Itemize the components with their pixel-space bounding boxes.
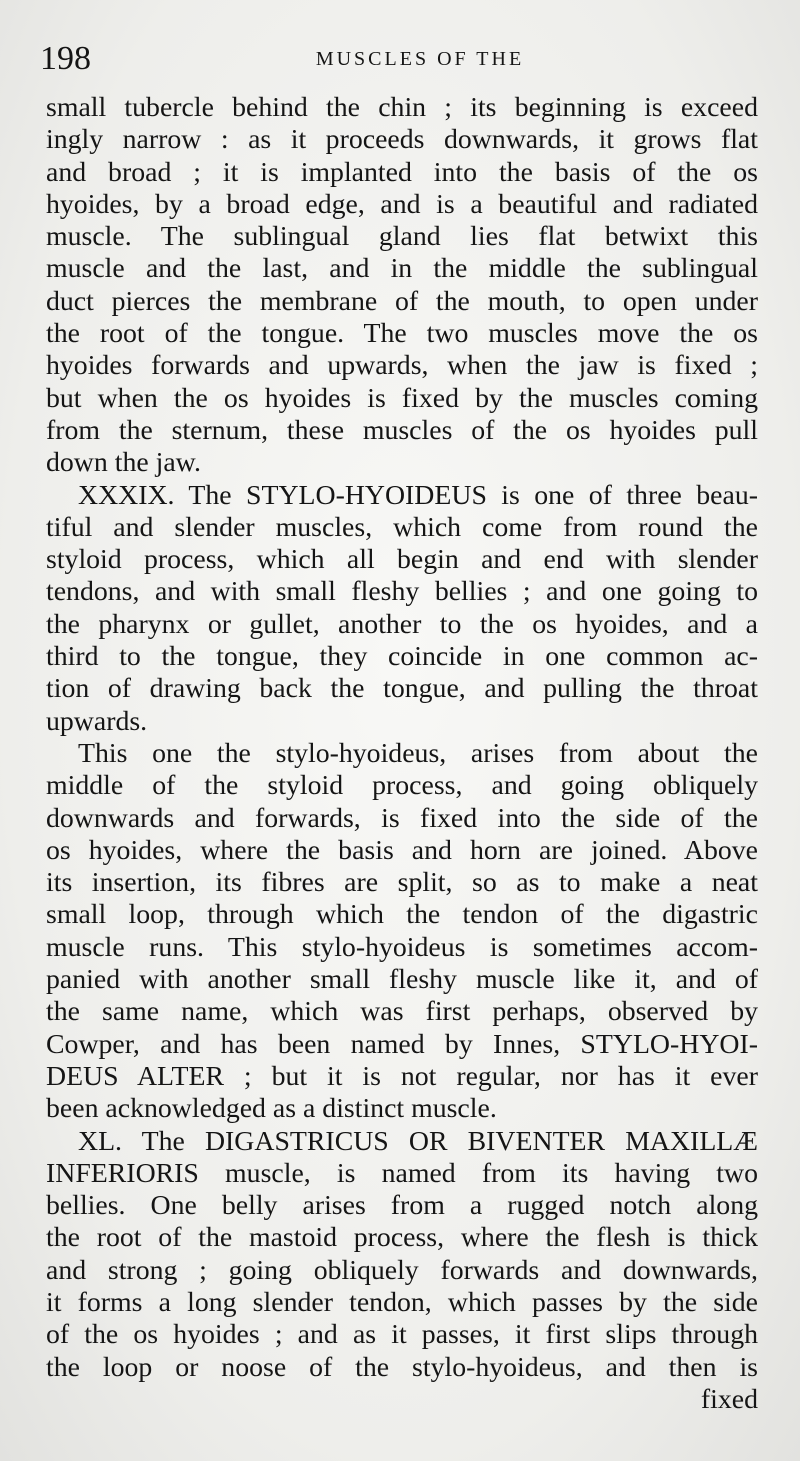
body-text bbox=[46, 92, 758, 1416]
section-heading-line: XXXIX. The STYLO-HYOIDEUS is one of three beau- bbox=[78, 479, 758, 511]
text-line: muscle runs. This stylo-hyoideus is sometimes accom- bbox=[46, 931, 758, 963]
text-line: bellies. One belly arises from a rugged notch along bbox=[46, 1190, 758, 1222]
text-line: INFERIORIS muscle, is named from its having two bbox=[46, 1157, 758, 1189]
text-line: os hyoides, where the basis and horn are joined. Above bbox=[46, 834, 758, 866]
text-line: of the os hyoides ; and as it passes, it first slips through bbox=[46, 1319, 758, 1351]
text-line: ingly narrow : as it proceeds downwards, it grows flat bbox=[46, 124, 758, 156]
text-line: muscle and the last, and in the middle the sublingual bbox=[46, 253, 758, 285]
text-line: been acknowledged as a distinct muscle. bbox=[46, 1093, 497, 1125]
text-line: but when the os hyoides is fixed by the muscles coming bbox=[46, 382, 758, 414]
text-line: the loop or noose of the stylo-hyoideus, and then is bbox=[46, 1351, 758, 1383]
text-line: it forms a long slender tendon, which passes by the side bbox=[46, 1286, 758, 1318]
text-line: muscle. The sublingual gland lies flat betwixt this bbox=[46, 221, 758, 253]
text-line: downwards and forwards, is fixed into the side of the bbox=[46, 802, 758, 834]
text-line: hyoides, by a broad edge, and is a beautiful and radiated bbox=[46, 188, 758, 220]
text-line: and broad ; it is implanted into the basis of the os bbox=[46, 156, 758, 188]
text-line: small loop, through which the tendon of the digastric bbox=[46, 899, 758, 931]
text-line: the same name, which was first perhaps, observed by bbox=[46, 996, 758, 1028]
text-line: middle of the styloid process, and going obliquely bbox=[46, 770, 758, 802]
text-line: third to the tongue, they coincide in one common ac- bbox=[46, 641, 758, 673]
text-line: from the sternum, these muscles of the os hyoides pull bbox=[46, 414, 758, 446]
running-head: MUSCLES OF THE bbox=[315, 48, 525, 70]
text-line: the root of the mastoid process, where the flesh is thick bbox=[46, 1222, 758, 1254]
text-line: its insertion, its fibres are split, so as to make a neat bbox=[46, 867, 758, 899]
text-line: hyoides forwards and upwards, when the jaw is fixed ; bbox=[46, 350, 758, 382]
text-line: tiful and slender muscles, which come from round the bbox=[46, 511, 758, 543]
catchword: fixed bbox=[700, 1383, 758, 1415]
text-line: and strong ; going obliquely forwards and downwards, bbox=[46, 1254, 758, 1286]
text-line: tendons, and with small fleshy bellies ; and one going to bbox=[46, 576, 758, 608]
text-line: tion of drawing back the tongue, and pulling the throat bbox=[46, 673, 758, 705]
text-line: the pharynx or gullet, another to the os hyoides, and a bbox=[46, 608, 758, 640]
text-line: upwards. bbox=[46, 705, 148, 737]
text-line: duct pierces the membrane of the mouth, to open under bbox=[46, 285, 758, 317]
text-line: Cowper, and has been named by Innes, STYLO-HYOI- bbox=[46, 1028, 758, 1060]
page-number: 198 bbox=[40, 40, 91, 77]
text-line: down the jaw. bbox=[46, 447, 201, 479]
text-line: This one the stylo-hyoideus, arises from about the bbox=[78, 737, 758, 769]
text-line: the root of the tongue. The two muscles move the os bbox=[46, 318, 758, 350]
text-line: styloid process, which all begin and end with slender bbox=[46, 544, 758, 576]
page-header bbox=[40, 40, 760, 80]
text-line: panied with another small fleshy muscle like it, and of bbox=[46, 964, 758, 996]
text-line: small tubercle behind the chin ; its beginning is exceed bbox=[46, 92, 758, 123]
section-heading-line: XL. The DIGASTRICUS OR BIVENTER MAXILLÆ bbox=[78, 1125, 758, 1157]
text-line: DEUS ALTER ; but it is not regular, nor has it ever bbox=[46, 1060, 758, 1092]
